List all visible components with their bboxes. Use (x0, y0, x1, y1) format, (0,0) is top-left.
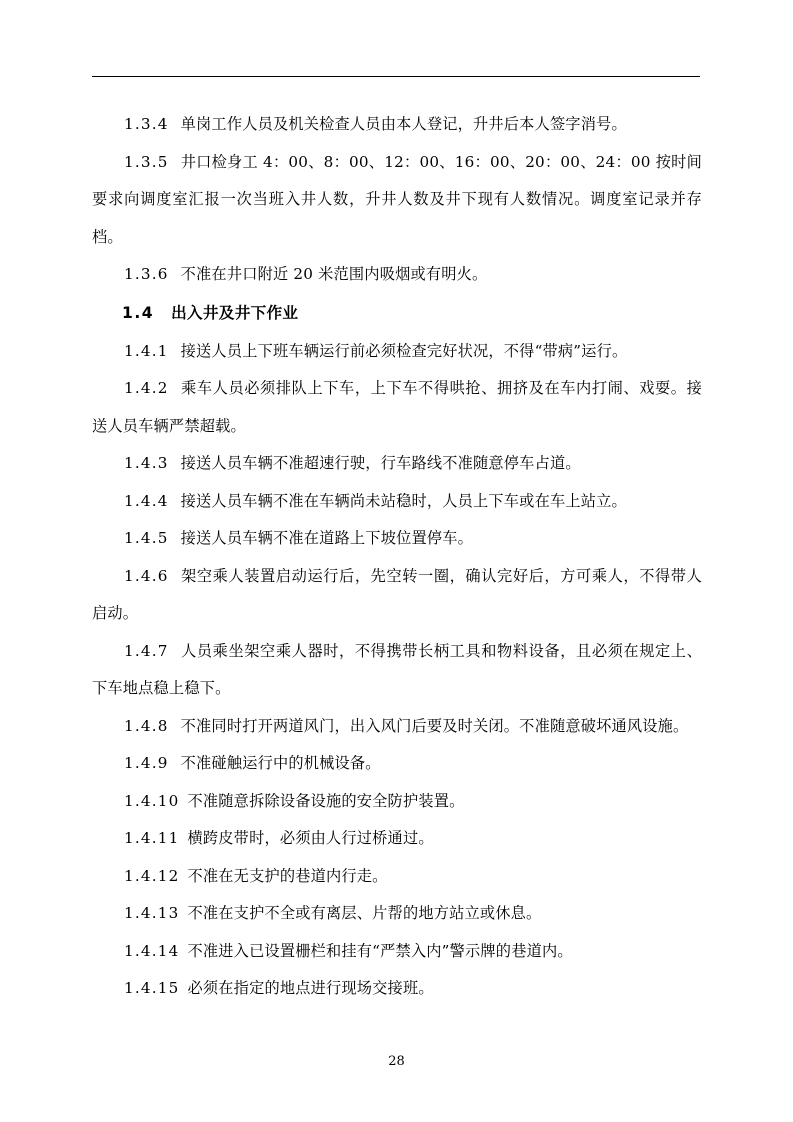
paragraph-text: 井口检身工 4：00、8：00、12：00、16：00、20：00、24：00 按时间要求向调度室汇报一次当班入井人数，升井人数及井下现有人数情况。调度室记录并存档。 (92, 152, 702, 246)
paragraph-text: 单岗工作人员及机关检查人员由本人登记，升井后本人签字消号。 (180, 115, 627, 133)
paragraph-1-4-5 (92, 520, 702, 558)
paragraph-text: 不准在井口附近 20 米范围内吸烟或有明火。 (180, 265, 488, 283)
paragraph-number: 1.4.11 (124, 829, 180, 847)
paragraph-number: 1.4.13 (124, 904, 180, 922)
paragraph-text: 人员乘坐架空乘人器时，不得携带长柄工具和物料设备，且必须在规定上、下车地点稳上稳下。 (92, 641, 702, 697)
paragraph-1-4-1 (92, 333, 702, 371)
paragraph-number: 1.4.6 (124, 566, 169, 585)
paragraph-number: 1.3.4 (124, 115, 169, 133)
section-heading-1-4 (92, 294, 702, 333)
section-number: 1.4 (122, 303, 155, 322)
paragraph-text: 接送人员车辆不准在道路上下坡位置停车。 (180, 529, 474, 547)
paragraph-1-4-2 (92, 370, 702, 445)
paragraph-1-4-13 (92, 895, 702, 933)
paragraph-text: 不准在支护不全或有离层、片帮的地方站立或休息。 (187, 904, 542, 922)
paragraph-1-4-8 (92, 708, 702, 746)
paragraph-number: 1.4.12 (124, 866, 180, 885)
paragraph-number: 1.4.5 (124, 529, 169, 547)
paragraph-text: 横跨皮带时，必须由人行过桥通过。 (187, 829, 434, 847)
paragraph-1-3-5 (92, 144, 702, 257)
paragraph-text: 不准同时打开两道风门，出入风门后要及时关闭。不准随意破坏通风设施。 (180, 716, 689, 735)
paragraph-1-4-6 (92, 558, 702, 633)
paragraph-1-4-3 (92, 445, 702, 483)
paragraph-1-4-14 (92, 933, 702, 971)
paragraph-text: 不准随意拆除设备设施的安全防护装置。 (187, 791, 465, 810)
paragraph-number: 1.4.3 (124, 454, 169, 472)
paragraph-number: 1.4.9 (124, 754, 169, 772)
section-title: 出入井及井下作业 (171, 303, 299, 322)
paragraph-text: 必须在指定的地点进行现场交接班。 (187, 979, 434, 997)
header-divider (92, 76, 700, 77)
paragraph-text: 接送人员上下班车辆运行前必须检查完好状况，不得“带病”运行。 (180, 341, 628, 360)
paragraph-number: 1.4.8 (124, 716, 169, 735)
paragraph-number: 1.3.5 (124, 152, 169, 171)
paragraph-number: 1.4.1 (124, 341, 169, 360)
paragraph-1-4-12 (92, 858, 702, 896)
paragraph-text: 架空乘人装置启动运行后，先空转一圈，确认完好后，方可乘人，不得带人启动。 (92, 566, 702, 622)
document-body (92, 106, 702, 1008)
page-number: 28 (388, 1054, 405, 1069)
paragraph-text: 不准在无支护的巷道内行走。 (187, 866, 388, 885)
paragraph-number: 1.4.7 (124, 641, 169, 660)
paragraph-1-4-9 (92, 745, 702, 783)
paragraph-1-4-4 (92, 483, 702, 521)
paragraph-number: 1.4.4 (124, 491, 169, 510)
paragraph-number: 1.4.2 (124, 379, 169, 397)
paragraph-number: 1.3.6 (124, 265, 169, 283)
paragraph-text: 乘车人员必须排队上下车，上下车不得哄抢、拥挤及在车内打闹、戏耍。接送人员车辆严禁超载。 (92, 379, 702, 435)
paragraph-text: 不准进入已设置栅栏和挂有“严禁入内”警示牌的巷道内。 (187, 941, 573, 960)
paragraph-text: 不准碰触运行中的机械设备。 (180, 754, 381, 772)
paragraph-1-4-10 (92, 783, 702, 821)
paragraph-1-4-15 (92, 970, 702, 1008)
paragraph-number: 1.4.14 (124, 941, 180, 960)
paragraph-text: 接送人员车辆不准超速行驶，行车路线不准随意停车占道。 (180, 454, 581, 472)
paragraph-number: 1.4.10 (124, 791, 180, 810)
paragraph-1-3-6 (92, 256, 702, 294)
paragraph-text: 接送人员车辆不准在车辆尚未站稳时，人员上下车或在车上站立。 (180, 491, 627, 510)
paragraph-1-3-4 (92, 106, 702, 144)
paragraph-number: 1.4.15 (124, 979, 180, 997)
paragraph-1-4-11 (92, 820, 702, 858)
paragraph-1-4-7 (92, 633, 702, 708)
